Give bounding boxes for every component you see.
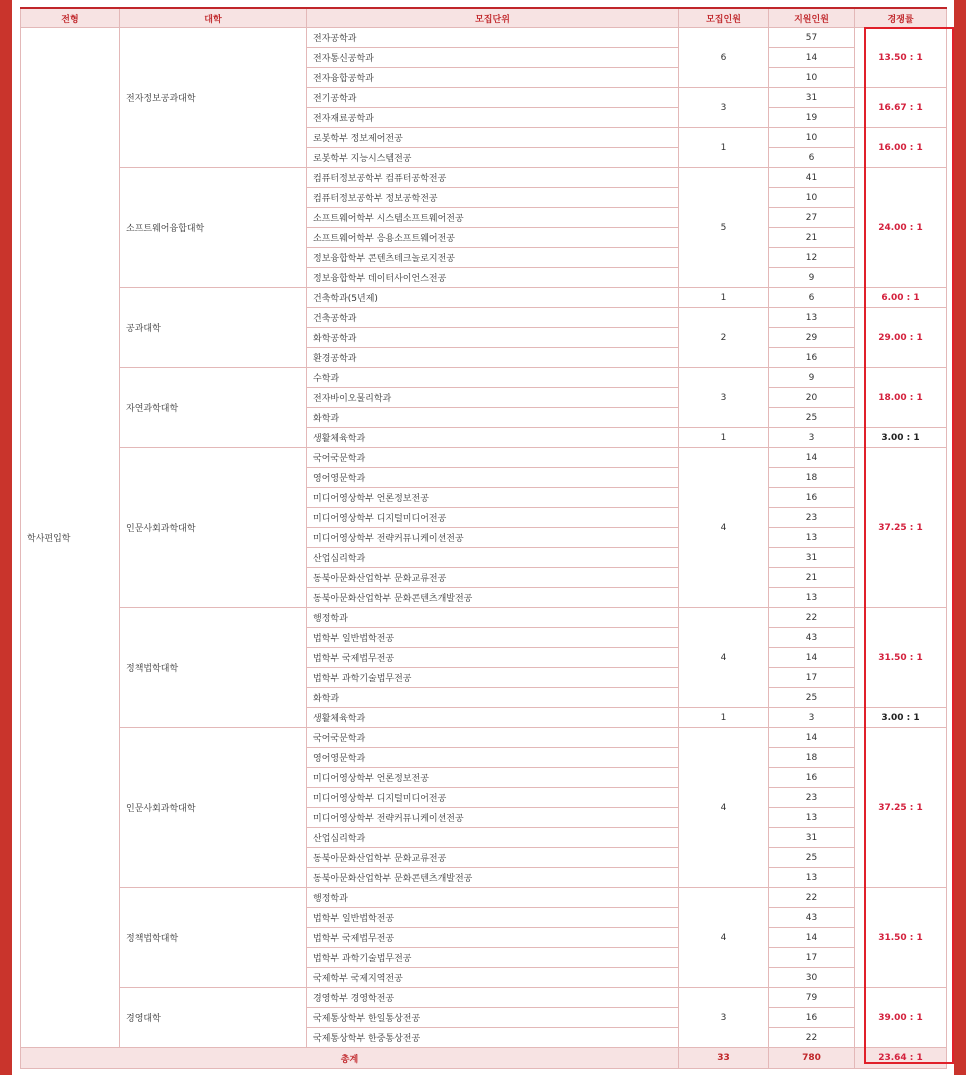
unit-cell: 화학공학과 — [307, 328, 679, 348]
applicants-cell: 22 — [769, 1028, 855, 1048]
table-row — [21, 728, 947, 748]
applicants-cell: 16 — [769, 488, 855, 508]
unit-cell: 생활체육학과 — [307, 708, 679, 728]
ratio-cell: 3.00 : 1 — [855, 428, 947, 448]
unit-cell: 동북아문화산업학부 문화교류전공 — [307, 848, 679, 868]
table-row — [21, 608, 947, 628]
applicants-cell: 23 — [769, 508, 855, 528]
applicants-cell: 13 — [769, 808, 855, 828]
applicants-cell: 14 — [769, 48, 855, 68]
applicants-cell: 14 — [769, 928, 855, 948]
ratio-cell: 6.00 : 1 — [855, 288, 947, 308]
header-unit: 모집단위 — [307, 8, 679, 28]
unit-cell: 법학부 일반법학전공 — [307, 908, 679, 928]
unit-cell: 산업심리학과 — [307, 548, 679, 568]
applicants-cell: 79 — [769, 988, 855, 1008]
total-quota: 33 — [679, 1048, 769, 1069]
applicants-cell: 17 — [769, 948, 855, 968]
ratio-cell: 37.25 : 1 — [855, 728, 947, 888]
unit-cell: 국어국문학과 — [307, 448, 679, 468]
quota-cell: 4 — [679, 608, 769, 708]
table-row — [21, 288, 947, 308]
ratio-cell: 31.50 : 1 — [855, 608, 947, 708]
quota-cell: 4 — [679, 888, 769, 988]
quota-cell: 3 — [679, 88, 769, 128]
applicants-cell: 57 — [769, 28, 855, 48]
unit-cell: 건축학과(5년제) — [307, 288, 679, 308]
college-cell: 인문사회과학대학 — [120, 728, 307, 888]
table-body — [21, 28, 947, 1048]
unit-cell: 환경공학과 — [307, 348, 679, 368]
unit-cell: 소프트웨어학부 시스템소프트웨어전공 — [307, 208, 679, 228]
unit-cell: 미디어영상학부 전략커뮤니케이션전공 — [307, 528, 679, 548]
unit-cell: 전자공학과 — [307, 28, 679, 48]
unit-cell: 국어국문학과 — [307, 728, 679, 748]
applicants-cell: 13 — [769, 868, 855, 888]
unit-cell: 법학부 과학기술법무전공 — [307, 668, 679, 688]
unit-cell: 전자재료공학과 — [307, 108, 679, 128]
unit-cell: 컴퓨터정보공학부 정보공학전공 — [307, 188, 679, 208]
applicants-cell: 21 — [769, 228, 855, 248]
college-cell: 전자정보공과대학 — [120, 28, 307, 168]
ratio-cell: 13.50 : 1 — [855, 28, 947, 88]
ratio-cell: 18.00 : 1 — [855, 368, 947, 428]
applicants-cell: 41 — [769, 168, 855, 188]
applicants-cell: 16 — [769, 348, 855, 368]
unit-cell: 법학부 일반법학전공 — [307, 628, 679, 648]
unit-cell: 로봇학부 정보제어전공 — [307, 128, 679, 148]
applicants-cell: 30 — [769, 968, 855, 988]
applicants-cell: 13 — [769, 308, 855, 328]
applicants-cell: 13 — [769, 588, 855, 608]
applicants-cell: 6 — [769, 148, 855, 168]
college-cell: 인문사회과학대학 — [120, 448, 307, 608]
applicants-cell: 43 — [769, 908, 855, 928]
table-row — [21, 368, 947, 388]
quota-cell: 1 — [679, 708, 769, 728]
unit-cell: 전자바이오물리학과 — [307, 388, 679, 408]
applicants-cell: 14 — [769, 728, 855, 748]
applicants-cell: 17 — [769, 668, 855, 688]
unit-cell: 로봇학부 지능시스템전공 — [307, 148, 679, 168]
quota-cell: 2 — [679, 308, 769, 368]
table-row — [21, 888, 947, 908]
unit-cell: 동북아문화산업학부 문화콘텐츠개발전공 — [307, 588, 679, 608]
ratio-cell: 39.00 : 1 — [855, 988, 947, 1048]
quota-cell: 4 — [679, 728, 769, 888]
unit-cell: 행정학과 — [307, 888, 679, 908]
applicants-cell: 31 — [769, 828, 855, 848]
unit-cell: 화학과 — [307, 688, 679, 708]
competition-rate-table — [20, 7, 947, 1069]
applicants-cell: 22 — [769, 608, 855, 628]
applicants-cell: 20 — [769, 388, 855, 408]
applicants-cell: 14 — [769, 648, 855, 668]
unit-cell: 미디어영상학부 언론정보전공 — [307, 488, 679, 508]
table-row — [21, 168, 947, 188]
quota-cell: 5 — [679, 168, 769, 288]
applicants-cell: 12 — [769, 248, 855, 268]
unit-cell: 동북아문화산업학부 문화콘텐츠개발전공 — [307, 868, 679, 888]
unit-cell: 국제통상학부 한일통상전공 — [307, 1008, 679, 1028]
table-row — [21, 448, 947, 468]
total-applicants: 780 — [769, 1048, 855, 1069]
applicants-cell: 3 — [769, 428, 855, 448]
unit-cell: 법학부 국제법무전공 — [307, 928, 679, 948]
applicants-cell: 25 — [769, 848, 855, 868]
applicants-cell: 10 — [769, 68, 855, 88]
college-cell: 정책법학대학 — [120, 888, 307, 988]
college-cell: 정책법학대학 — [120, 608, 307, 728]
applicants-cell: 10 — [769, 188, 855, 208]
ratio-cell: 16.67 : 1 — [855, 88, 947, 128]
unit-cell: 미디어영상학부 전략커뮤니케이션전공 — [307, 808, 679, 828]
ratio-cell: 16.00 : 1 — [855, 128, 947, 168]
header-ratio: 경쟁률 — [855, 8, 947, 28]
applicants-cell: 31 — [769, 88, 855, 108]
applicants-cell: 9 — [769, 368, 855, 388]
college-cell: 경영대학 — [120, 988, 307, 1048]
ratio-cell: 3.00 : 1 — [855, 708, 947, 728]
unit-cell: 화학과 — [307, 408, 679, 428]
applicants-cell: 9 — [769, 268, 855, 288]
unit-cell: 정보융합학부 데이터사이언스전공 — [307, 268, 679, 288]
applicants-cell: 16 — [769, 1008, 855, 1028]
unit-cell: 법학부 과학기술법무전공 — [307, 948, 679, 968]
page-panel — [12, 0, 954, 1075]
unit-cell: 산업심리학과 — [307, 828, 679, 848]
college-cell: 공과대학 — [120, 288, 307, 368]
header-college: 대학 — [120, 8, 307, 28]
quota-cell: 1 — [679, 288, 769, 308]
header-type: 전형 — [21, 8, 120, 28]
applicants-cell: 10 — [769, 128, 855, 148]
unit-cell: 영어영문학과 — [307, 748, 679, 768]
quota-cell: 1 — [679, 428, 769, 448]
total-ratio: 23.64 : 1 — [855, 1048, 947, 1069]
applicants-cell: 22 — [769, 888, 855, 908]
unit-cell: 동북아문화산업학부 문화교류전공 — [307, 568, 679, 588]
unit-cell: 전기공학과 — [307, 88, 679, 108]
applicants-cell: 29 — [769, 328, 855, 348]
applicants-cell: 23 — [769, 788, 855, 808]
unit-cell: 국제통상학부 한중통상전공 — [307, 1028, 679, 1048]
admission-type-cell: 학사편입학 — [21, 28, 120, 1048]
unit-cell: 전자통신공학과 — [307, 48, 679, 68]
ratio-cell: 24.00 : 1 — [855, 168, 947, 288]
applicants-cell: 16 — [769, 768, 855, 788]
quota-cell: 4 — [679, 448, 769, 608]
unit-cell: 정보융합학부 콘텐츠테크놀로지전공 — [307, 248, 679, 268]
applicants-cell: 25 — [769, 688, 855, 708]
unit-cell: 컴퓨터정보공학부 컴퓨터공학전공 — [307, 168, 679, 188]
unit-cell: 미디어영상학부 언론정보전공 — [307, 768, 679, 788]
applicants-cell: 27 — [769, 208, 855, 228]
quota-cell: 3 — [679, 368, 769, 428]
unit-cell: 미디어영상학부 디지털미디어전공 — [307, 788, 679, 808]
total-row — [21, 1048, 947, 1069]
applicants-cell: 13 — [769, 528, 855, 548]
ratio-cell: 29.00 : 1 — [855, 308, 947, 368]
college-cell: 자연과학대학 — [120, 368, 307, 448]
unit-cell: 경영학부 경영학전공 — [307, 988, 679, 1008]
unit-cell: 미디어영상학부 디지털미디어전공 — [307, 508, 679, 528]
quota-cell: 6 — [679, 28, 769, 88]
header-row — [21, 8, 947, 28]
total-label: 총계 — [21, 1048, 679, 1069]
applicants-cell: 31 — [769, 548, 855, 568]
unit-cell: 생활체육학과 — [307, 428, 679, 448]
unit-cell: 소프트웨어학부 응용소프트웨어전공 — [307, 228, 679, 248]
applicants-cell: 6 — [769, 288, 855, 308]
unit-cell: 국제학부 국제지역전공 — [307, 968, 679, 988]
quota-cell: 3 — [679, 988, 769, 1048]
unit-cell: 법학부 국제법무전공 — [307, 648, 679, 668]
unit-cell: 건축공학과 — [307, 308, 679, 328]
table-row — [21, 988, 947, 1008]
ratio-cell: 31.50 : 1 — [855, 888, 947, 988]
applicants-cell: 14 — [769, 448, 855, 468]
applicants-cell: 25 — [769, 408, 855, 428]
unit-cell: 영어영문학과 — [307, 468, 679, 488]
header-quota: 모집인원 — [679, 8, 769, 28]
college-cell: 소프트웨어융합대학 — [120, 168, 307, 288]
applicants-cell: 18 — [769, 748, 855, 768]
applicants-cell: 21 — [769, 568, 855, 588]
unit-cell: 전자융합공학과 — [307, 68, 679, 88]
unit-cell: 수학과 — [307, 368, 679, 388]
applicants-cell: 18 — [769, 468, 855, 488]
quota-cell: 1 — [679, 128, 769, 168]
table-row — [21, 28, 947, 48]
unit-cell: 행정학과 — [307, 608, 679, 628]
applicants-cell: 43 — [769, 628, 855, 648]
header-applicants: 지원인원 — [769, 8, 855, 28]
applicants-cell: 3 — [769, 708, 855, 728]
applicants-cell: 19 — [769, 108, 855, 128]
ratio-cell: 37.25 : 1 — [855, 448, 947, 608]
